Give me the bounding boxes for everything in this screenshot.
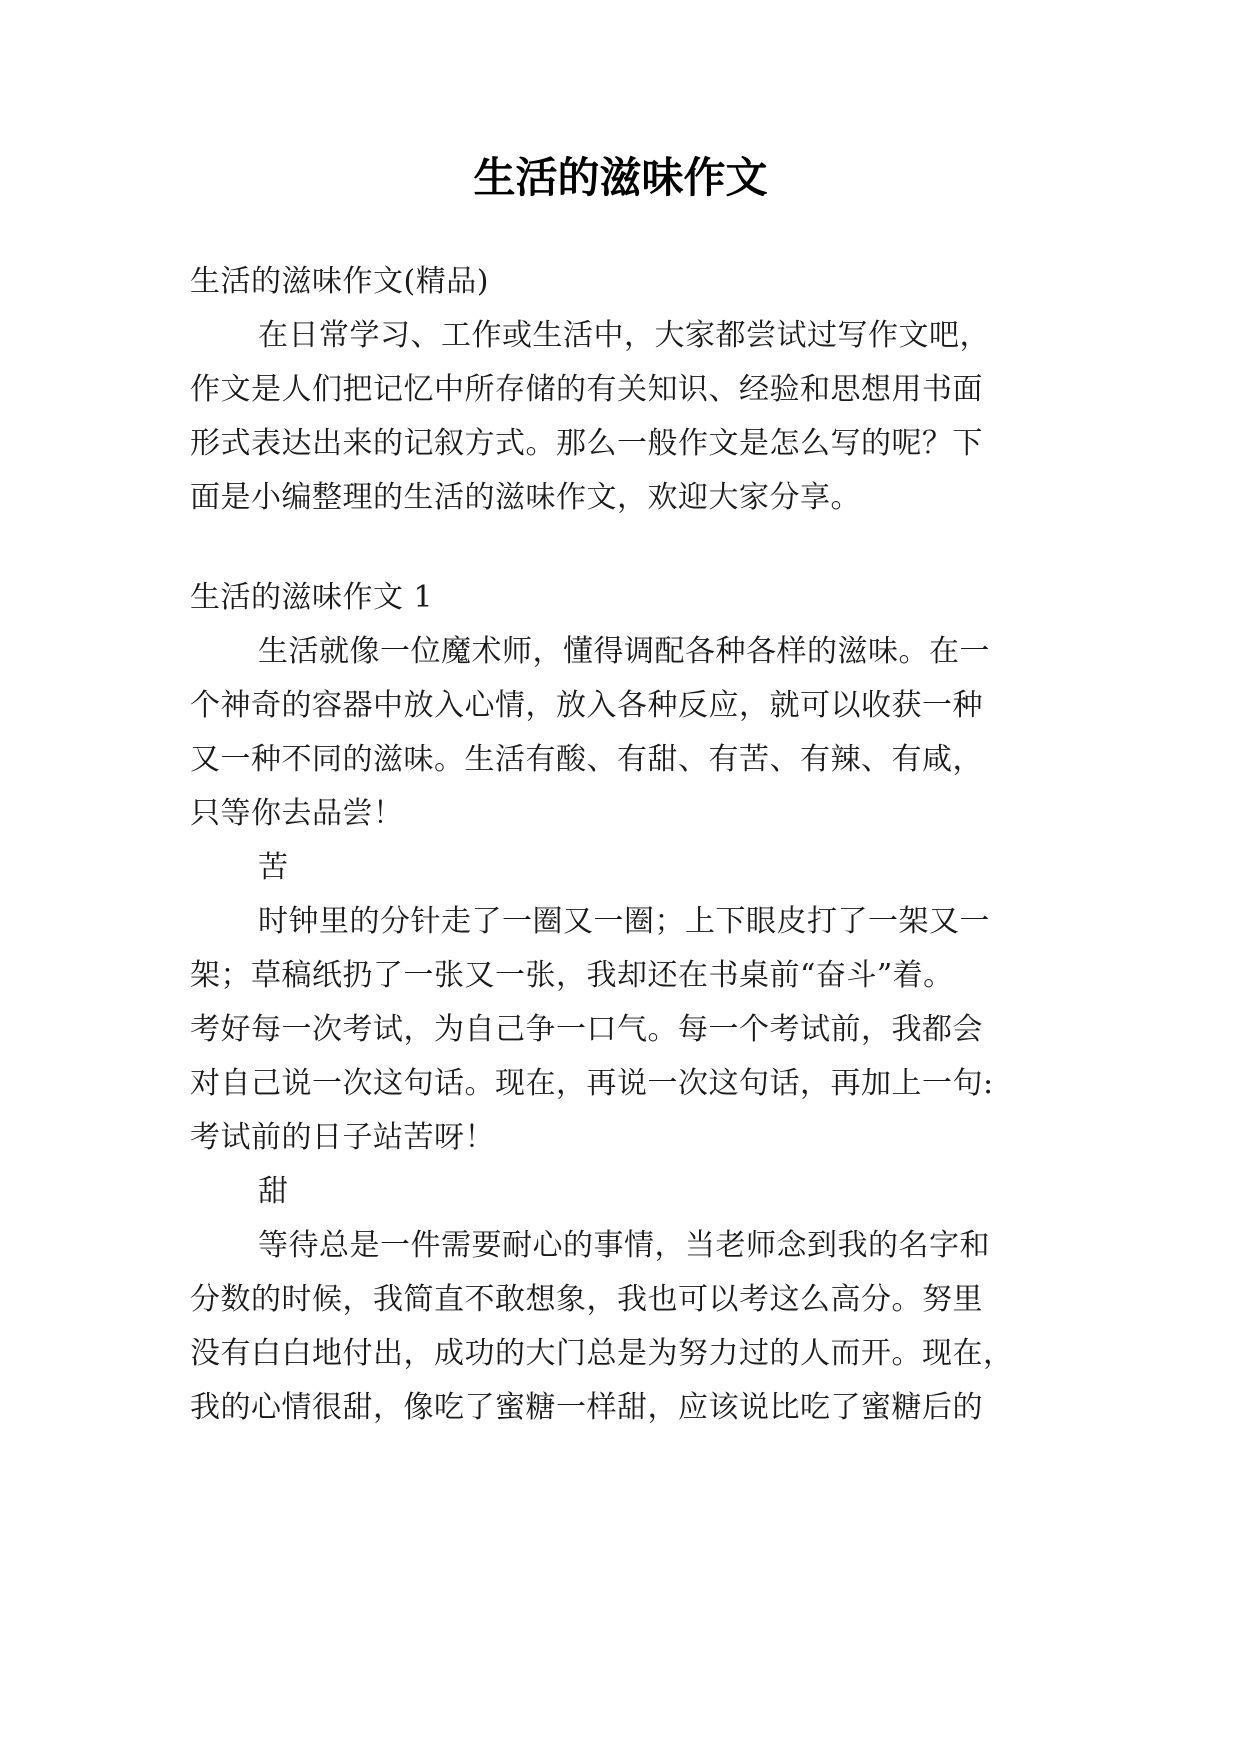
- bitter-line-1: 时钟里的分针走了一圈又一圈；上下眼皮打了一架又一: [258, 904, 990, 939]
- sweet-line-3: 没有白白地付出，成功的大门总是为努力过的人而开。现在，: [190, 1336, 1014, 1371]
- intro-line-3: 形式表达出来的记叙方式。那么一般作文是怎么写的呢？下: [190, 426, 983, 461]
- sweet-line-2: 分数的时候，我简直不敢想象，我也可以考这么高分。努里: [190, 1282, 983, 1317]
- section-line-2: 个神奇的容器中放入心情，放入各种反应，就可以收获一种: [190, 688, 983, 723]
- intro-line-4: 面是小编整理的生活的滋味作文，欢迎大家分享。: [190, 480, 861, 515]
- bitter-line-2: 架；草稿纸扔了一张又一张，我却还在书桌前“奋斗”着。: [190, 958, 954, 993]
- bitter-line-5: 考试前的日子站苦呀！: [190, 1120, 495, 1155]
- sweet-heading: 甜: [258, 1174, 289, 1209]
- document-subtitle: 生活的滋味作文(精品): [190, 264, 489, 299]
- section-line-3: 又一种不同的滋味。生活有酸、有甜、有苦、有辣、有咸，: [190, 742, 983, 777]
- sweet-line-4: 我的心情很甜，像吃了蜜糖一样甜，应该说比吃了蜜糖后的: [190, 1390, 983, 1425]
- bitter-heading: 苦: [258, 850, 289, 885]
- document-title: 生活的滋味作文: [473, 153, 768, 202]
- intro-line-2: 作文是人们把记忆中所存储的有关知识、经验和思想用书面: [190, 372, 983, 407]
- section-line-1: 生活就像一位魔术师，懂得调配各种各样的滋味。在一: [258, 634, 990, 669]
- section-line-4: 只等你去品尝！: [190, 796, 404, 831]
- section-heading: 生活的滋味作文 1: [190, 580, 434, 615]
- bitter-line-3: 考好每一次考试，为自己争一口气。每一个考试前，我都会: [190, 1012, 983, 1047]
- bitter-line-4: 对自己说一次这句话。现在，再说一次这句话，再加上一句:: [190, 1066, 994, 1101]
- sweet-line-1: 等待总是一件需要耐心的事情，当老师念到我的名字和: [258, 1228, 990, 1263]
- intro-line-1: 在日常学习、工作或生活中，大家都尝试过写作文吧，: [258, 318, 990, 353]
